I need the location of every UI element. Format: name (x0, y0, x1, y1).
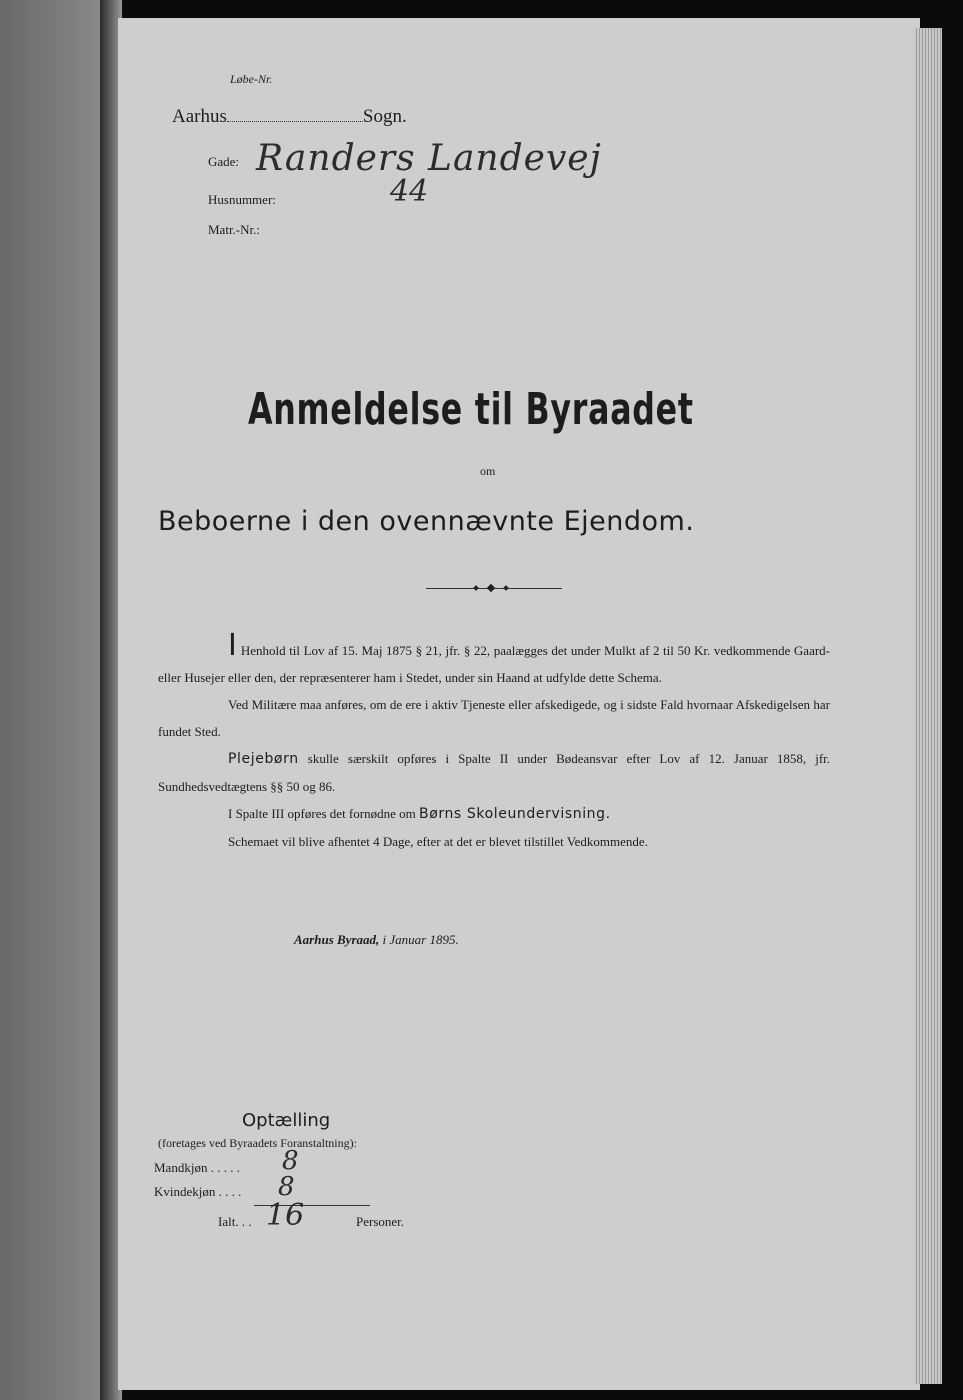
husnummer-value: 44 (390, 174, 429, 209)
instruction-paragraph-5: Schemaet vil blive afhentet 4 Dage, efter at det er blevet tilstillet Vedkommende. (228, 834, 648, 849)
skoleundervisning-lead: Børns Skoleundervisning. (418, 806, 611, 822)
instruction-text-3: skulle særskilt opføres i Spalte II under Bødeansvar efter Lov af 12. Januar 1858, jfr. Sundhedsvedtægtens §§ 50 og 86. (158, 751, 831, 794)
page-subtitle: Beboerne i den ovennævnte Ejendom. (158, 506, 695, 537)
document-page (118, 18, 920, 1390)
gade-value: Randers Landevej (256, 138, 602, 179)
female-count-value: 8 (278, 1172, 295, 1202)
count-note: (foretages ved Byraadets Foranstaltning): (158, 1136, 357, 1150)
instruction-text-1: Henhold til Lov af 15. Maj 1875 § 21, jfr. § 22, paalægges det under Mulkt af 2 til 50 Kr. vedkommende Gaard- eller Husejer eller den, der repræsenterer ham i Stedet, under sin Haand at udfylde dette Schema. (158, 643, 830, 685)
instruction-paragraph-2: Ved Militære maa anføres, om de ere i aktiv Tjeneste eller afskedigede, og i sidste Fald hvornaar Afskedigelsen har fundet Sted. (158, 697, 830, 739)
parish-blank (227, 121, 363, 122)
sogn-label: Sogn. (362, 106, 407, 127)
plejeborn-lead: Plejebørn (228, 751, 299, 767)
page-stack-edges (914, 28, 942, 1384)
instruction-paragraph-1 (158, 628, 830, 691)
husnummer-label: Husnummer: (208, 192, 276, 207)
persons-label: Personer. (356, 1214, 405, 1229)
page-title: Anmeldelse til Byraadet (248, 384, 694, 435)
instruction-text-4a: I Spalte III opføres det fornødne om (228, 806, 416, 821)
matr-label: Matr.-Nr.: (208, 222, 260, 237)
instructions (158, 628, 831, 855)
instruction-paragraph-4 (158, 800, 830, 828)
signature-org: Aarhus Byraad, (294, 932, 380, 947)
count-heading: Optælling (242, 1110, 331, 1131)
lobe-nr-label: Løbe-Nr. (230, 72, 273, 86)
ornament-divider (426, 584, 562, 594)
signature (294, 932, 459, 948)
male-count-label: Mandkjøn . . . . . (154, 1160, 240, 1175)
instruction-paragraph-3 (158, 745, 830, 800)
city-name: Aarhus (172, 106, 227, 127)
dropcap: I (228, 628, 237, 663)
parish-line (172, 106, 407, 128)
male-count-value: 8 (282, 1146, 299, 1176)
signature-date: i Januar 1895. (382, 932, 459, 947)
om-label: om (480, 464, 496, 478)
gade-label: Gade: (208, 154, 240, 169)
female-count-label: Kvindekjøn . . . . (154, 1184, 242, 1199)
left-page-edge (0, 0, 104, 1400)
total-label: Ialt. . . (218, 1214, 252, 1229)
total-value: 16 (266, 1198, 305, 1233)
